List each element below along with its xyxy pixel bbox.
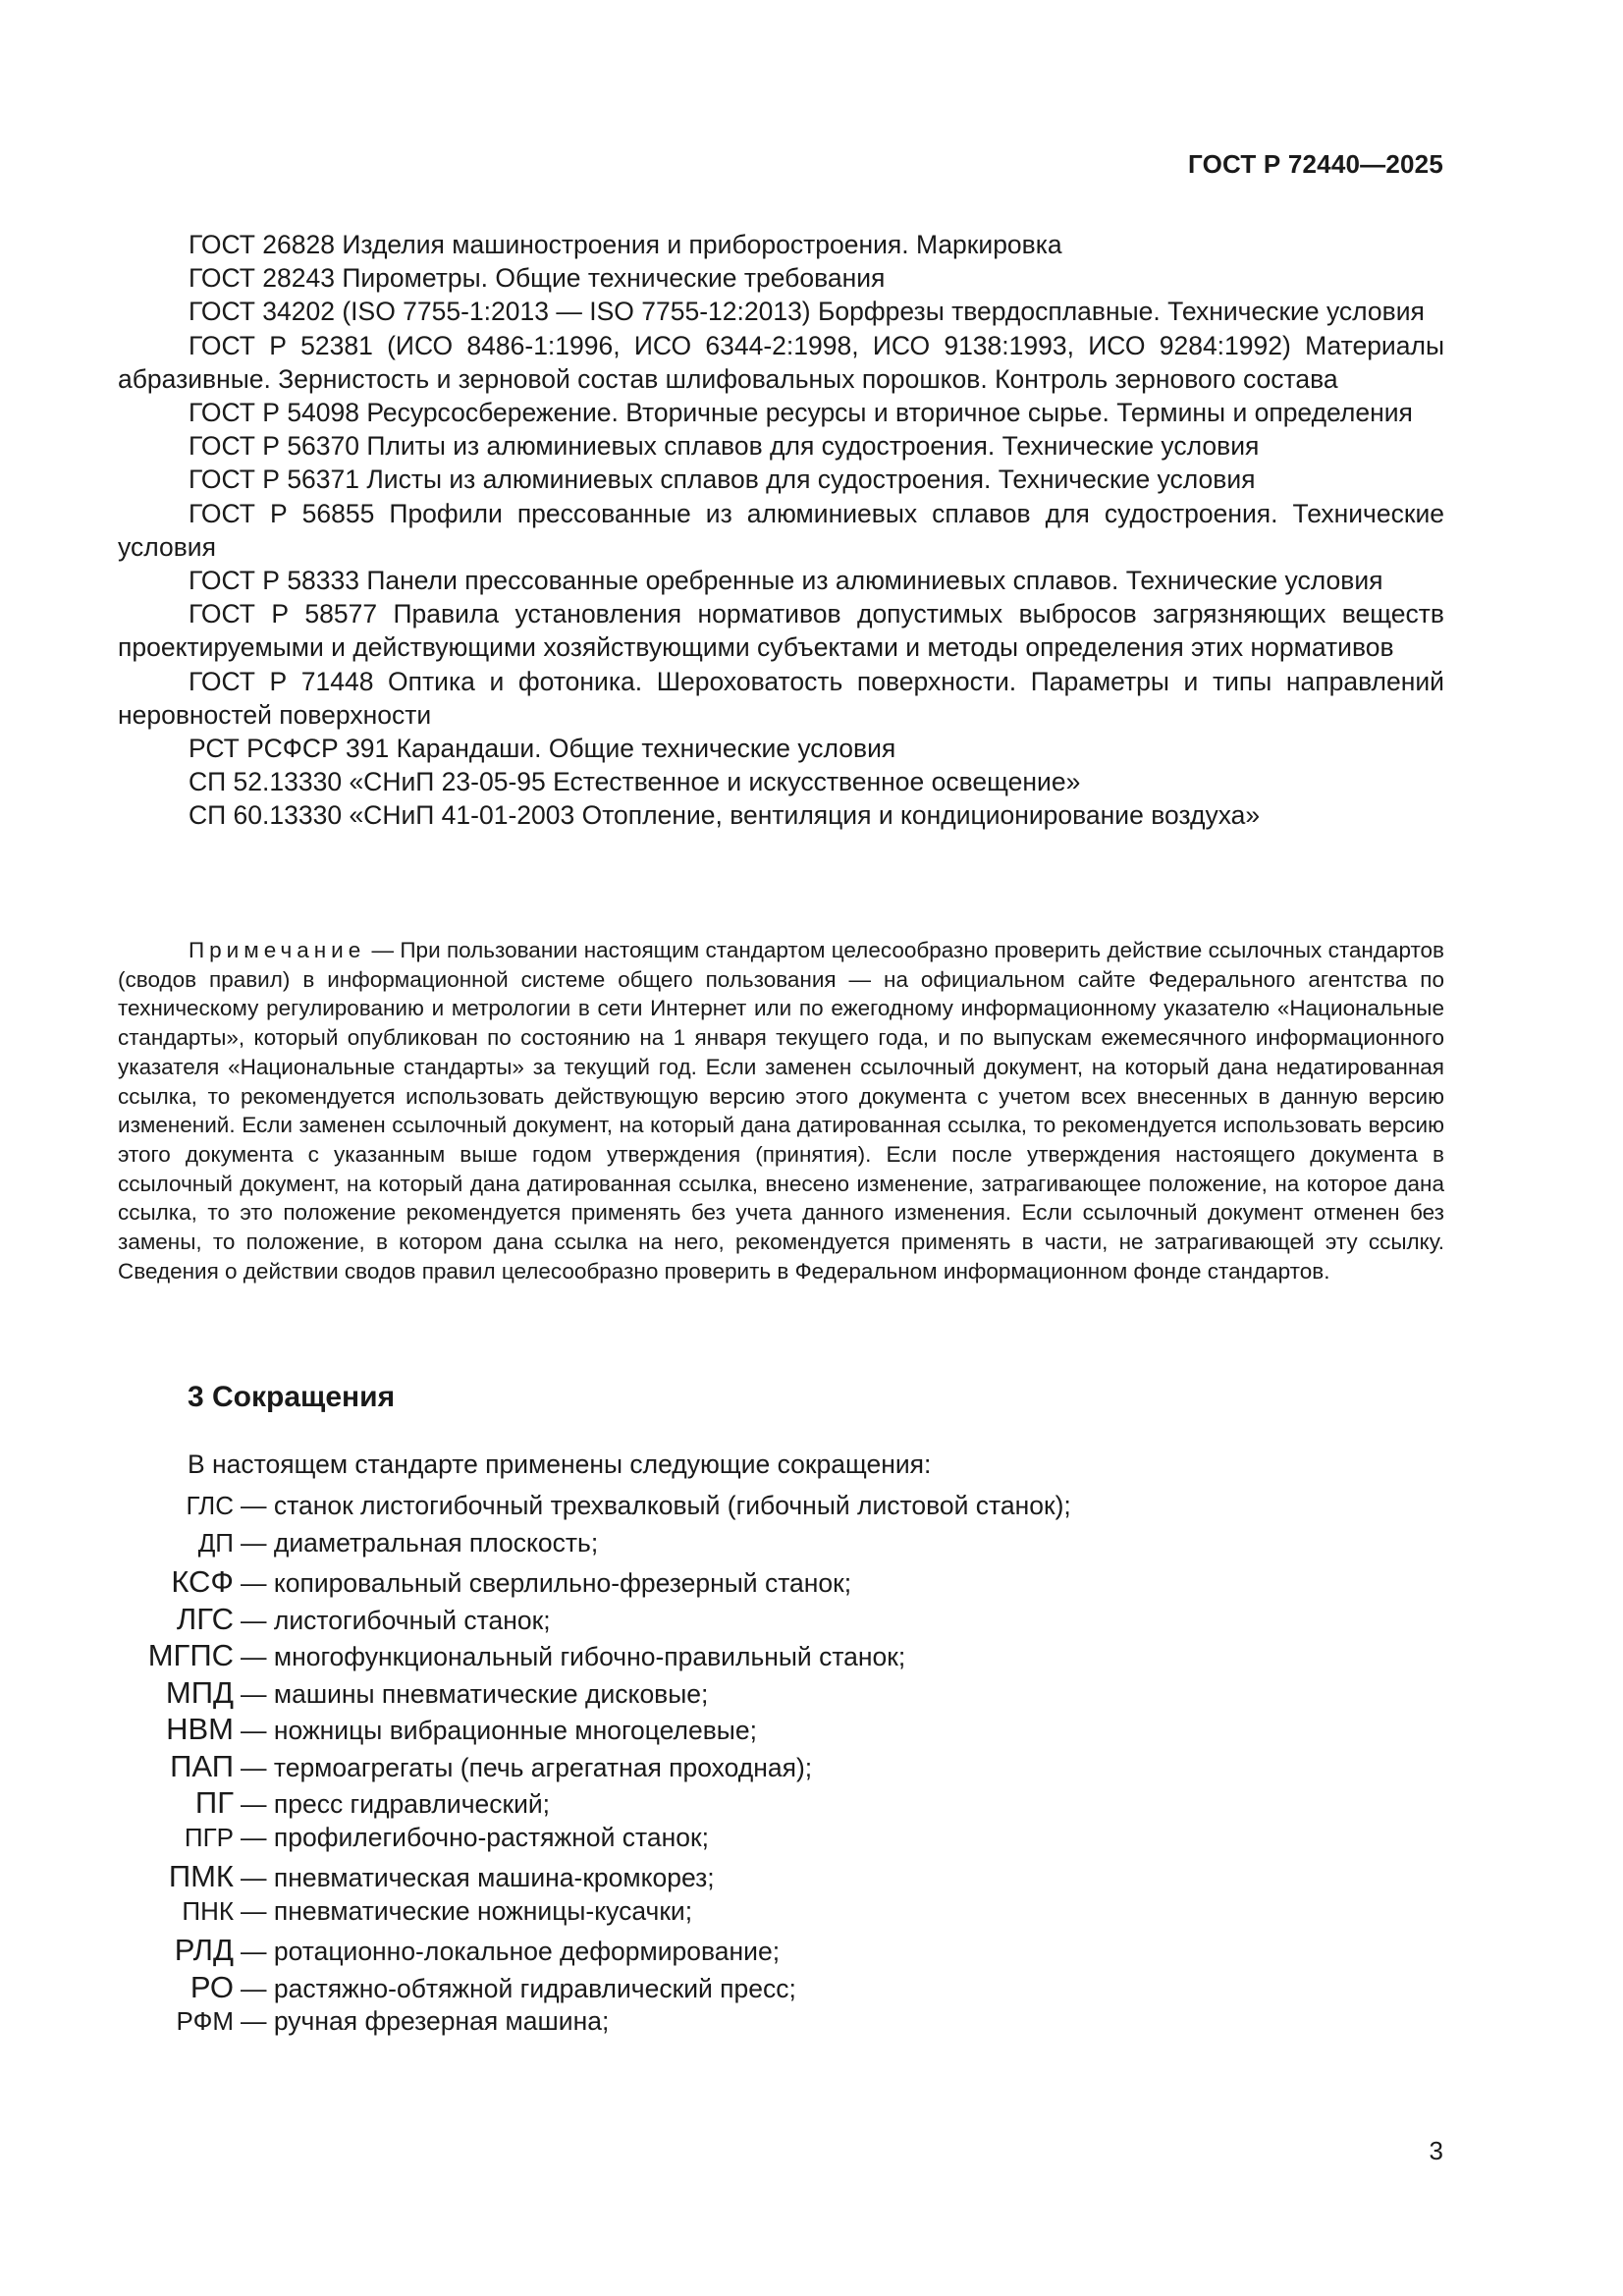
abbreviation-term: ГЛС	[186, 1491, 234, 1520]
reference-item: ГОСТ Р 54098 Ресурсосбережение. Вторичные ресурсы и вторичное сырье. Термины и определения	[189, 398, 1413, 428]
reference-item: ГОСТ 34202 (ISO 7755-1:2013 — ISO 7755-12:2013) Борфрезы твердосплавные. Технические условия	[189, 297, 1425, 327]
abbreviation-definition: — многофункциональный гибочно-правильный станок;	[241, 1642, 906, 1671]
reference-item: РСТ РСФСР 391 Карандаши. Общие технические условия	[189, 734, 896, 764]
abbreviation-definition: — термоагрегаты (печь агрегатная проходная);	[241, 1752, 813, 1782]
abbreviation-row	[0, 1528, 1623, 1565]
reference-item: ГОСТ Р 71448 Оптика и фотоника. Шероховатость поверхности. Параметры и типы направлений неровностей поверхности	[118, 666, 1444, 730]
abbreviation-row	[0, 1859, 1623, 1896]
abbreviation-definition: — ножницы вибрационные многоцелевые;	[241, 1716, 757, 1745]
abbreviation-term: ПМК	[168, 1859, 234, 1893]
abbreviation-term: КСФ	[171, 1564, 234, 1599]
abbreviation-term: РФМ	[176, 2006, 234, 2036]
abbreviation-row	[0, 1823, 1623, 1860]
abbreviation-definition: — машины пневматические дисковые;	[241, 1678, 709, 1709]
abbreviation-term: ПАП	[170, 1748, 234, 1783]
abbreviation-term: МГПС	[147, 1638, 234, 1672]
note-label: Примечание	[189, 938, 366, 962]
abbreviation-term: МПД	[165, 1674, 234, 1710]
abbreviation-term: РЛД	[174, 1933, 234, 1967]
abbreviations-list	[0, 1491, 1623, 2044]
abbreviation-row	[0, 2006, 1623, 2044]
reference-item: СП 60.13330 «СНиП 41-01-2003 Отопление, вентиляция и кондиционирование воздуха»	[189, 800, 1261, 831]
abbreviation-term: ПНК	[182, 1895, 234, 1926]
abbreviation-term: ПГ	[194, 1785, 234, 1820]
abbreviation-definition: — профилегибочно-растяжной станок;	[241, 1822, 709, 1852]
abbreviation-term: ДП	[197, 1527, 234, 1558]
abbreviation-definition: — пресс гидравлический;	[241, 1789, 551, 1819]
reference-item: ГОСТ Р 58577 Правила установления нормативов допустимых выбросов загрязняющих веществ проектируемыми и действующими хозяйствующими субъектами и методы определения этих нормативов	[118, 599, 1444, 663]
abbreviation-term: НВМ	[166, 1712, 234, 1746]
reference-item: ГОСТ Р 56371 Листы из алюминиевых сплавов для судостроения. Технические условия	[189, 465, 1256, 495]
abbreviation-definition: — пневматическая машина-кромкорез;	[241, 1863, 715, 1892]
abbreviation-definition: — пневматические ножницы-кусачки;	[241, 1895, 693, 1926]
abbreviation-definition: — ротационно-локальное деформирование;	[241, 1937, 781, 1966]
abbreviation-definition: — диаметральная плоскость;	[241, 1527, 599, 1558]
reference-item: ГОСТ Р 58333 Панели прессованные оребренные из алюминиевых сплавов. Технические условия	[189, 566, 1383, 596]
abbreviation-definition: — листогибочный станок;	[241, 1605, 551, 1635]
abbreviation-row	[0, 1638, 1623, 1675]
reference-item: ГОСТ Р 56855 Профили прессованные из алюминиевых сплавов для судостроения. Технические условия	[118, 498, 1444, 562]
abbreviation-term: ЛГС	[176, 1601, 234, 1636]
abbreviation-definition: — ручная фрезерная машина;	[241, 2006, 610, 2036]
abbreviation-definition: — станок листогибочный трехвалковый (гибочный листовой станок);	[241, 1491, 1071, 1520]
page-number: 3	[1429, 2136, 1443, 2165]
reference-item: ГОСТ Р 56370 Плиты из алюминиевых сплавов для судостроения. Технические условия	[189, 431, 1260, 462]
note-text: — При пользовании настоящим стандартом целесообразно проверить действие ссылочных стандартов (сводов правил) в информационной системе общего пользования — на официальном сайте Федерального агентства по техническому регулированию и метрологии в сети Интернет или по ежегодному информационному указателю «Национальные стандарты», который опубликован по состоянию на 1 января текущего года, и по выпускам ежемесячного информационного указателя «Национальные стандарты» за текущий год. Если заменен ссылочный документ, на который дана недатированная ссылка, то рекомендуется использовать действующую версию этого документа с учетом всех внесенных в данную версию изменений. Если заменен ссылочный документ, на который дана датированная ссылка, то рекомендуется использовать версию этого документа с указанным выше годом утверждения (принятия). Если после утверждения настоящего документа в ссылочный документ, на который дана датированная ссылка, внесено изменение, затрагивающее положение, на которое дана ссылка, то это положение рекомендуется применять без учета данного изменения. Если ссылочный документ отменен без замены, то положение, в котором дана ссылка на него, рекомендуется применять в части, не затрагивающей эту ссылку. Сведения о действии сводов правил целесообразно проверить в Федеральном информационном фонде стандартов.	[118, 938, 1444, 1284]
reference-item: СП 52.13330 «СНиП 23-05-95 Естественное и искусственное освещение»	[189, 767, 1081, 797]
abbreviation-row	[0, 1749, 1623, 1786]
reference-item: ГОСТ 26828 Изделия машиностроения и приборостроения. Маркировка	[189, 230, 1062, 259]
abbreviation-row	[0, 1933, 1623, 1970]
abbreviation-row	[0, 1785, 1623, 1823]
abbreviation-row	[0, 1970, 1623, 2007]
abbreviation-row	[0, 1564, 1623, 1602]
abbreviation-row	[0, 1491, 1623, 1528]
document-code: ГОСТ Р 72440—2025	[1188, 149, 1443, 179]
abbreviation-row	[0, 1896, 1623, 1934]
abbreviation-row	[0, 1602, 1623, 1639]
section-intro: В настоящем стандарте применены следующие сокращения:	[188, 1449, 932, 1479]
abbreviation-definition: — растяжно-обтяжной гидравлический пресс;	[241, 1973, 796, 2003]
reference-item: ГОСТ Р 52381 (ИСО 8486-1:1996, ИСО 6344-2:1998, ИСО 9138:1993, ИСО 9284:1992) Материалы абразивные. Зернистость и зерновой состав шлифовальных порошков. Контроль зернового состава	[118, 330, 1444, 394]
abbreviation-row	[0, 1675, 1623, 1713]
abbreviation-term: РО	[189, 1969, 234, 2004]
references-list	[118, 228, 1444, 833]
abbreviation-term: ПГР	[184, 1822, 234, 1852]
abbreviation-definition: — копировальный сверлильно-фрезерный станок;	[241, 1568, 852, 1598]
section-title: 3 Сокращения	[188, 1381, 396, 1413]
note-paragraph	[118, 936, 1444, 1285]
abbreviation-row	[0, 1712, 1623, 1749]
reference-item: ГОСТ 28243 Пирометры. Общие технические требования	[189, 263, 886, 294]
